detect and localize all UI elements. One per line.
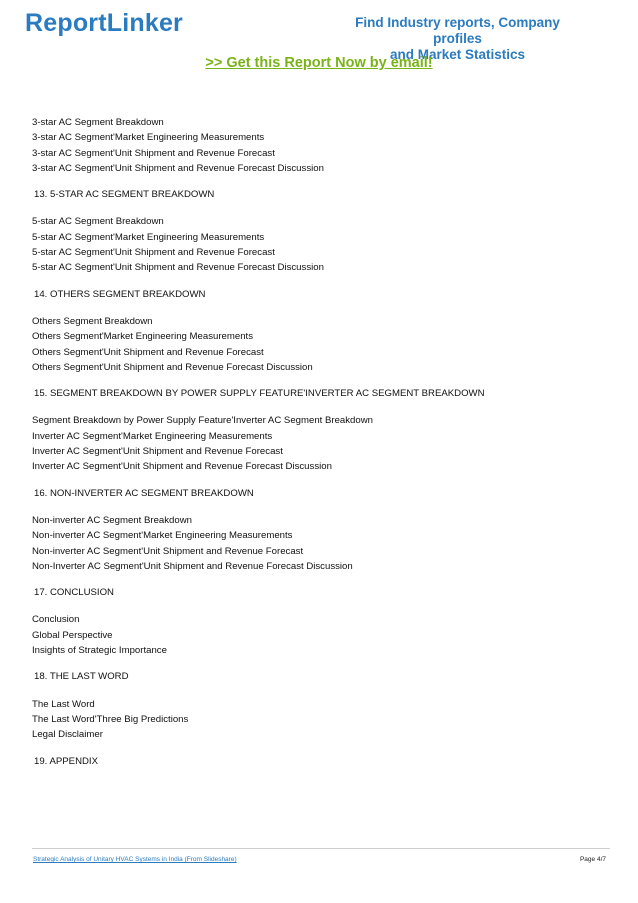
tagline-line-2: and Market Statistics: [389, 47, 526, 62]
list-item: 3-star AC Segment'Market Engineering Measurements: [32, 132, 265, 144]
list-item: The Last Word'Three Big Predictions: [32, 713, 189, 725]
list-item: Inverter AC Segment'Unit Shipment and Revenue Forecast: [32, 446, 283, 458]
list-item: 5-star AC Segment'Market Engineering Measurements: [32, 231, 265, 243]
section-heading: 19. APPENDIX: [34, 755, 98, 767]
footer-source-link[interactable]: Strategic Analysis of Unitary HVAC Systems in India (From Slideshare): [33, 856, 237, 863]
table-of-contents: [32, 115, 612, 781]
section-items: [32, 697, 612, 743]
list-item: Insights of Strategic Importance: [32, 645, 167, 657]
get-report-link[interactable]: >> Get this Report Now by email!: [205, 55, 433, 71]
section-heading: 18. THE LAST WORD: [34, 671, 129, 683]
list-item: Global Perspective: [32, 629, 113, 641]
list-item: Non-inverter AC Segment'Unit Shipment and Revenue Forecast: [32, 545, 304, 557]
section-heading: 17. CONCLUSION: [34, 587, 114, 599]
tagline-line-1: Find Industry reports, Company profiles: [355, 15, 560, 46]
footer-page-number: Page 4/7: [579, 856, 606, 863]
list-item: 5-star AC Segment'Unit Shipment and Revenue Forecast: [32, 247, 275, 259]
section-items: [32, 413, 612, 474]
section-items: [32, 612, 612, 658]
list-item: Others Segment'Unit Shipment and Revenue Forecast: [32, 346, 264, 358]
section-heading: 15. SEGMENT BREAKDOWN BY POWER SUPPLY FEATURE'INVERTER AC SEGMENT BREAKDOWN: [34, 388, 485, 400]
list-item: The Last Word: [32, 698, 95, 710]
list-item: 3-star AC Segment'Unit Shipment and Revenue Forecast: [32, 147, 275, 159]
get-report-cta: [0, 55, 638, 71]
list-item: Legal Disclaimer: [32, 729, 103, 741]
list-item: Inverter AC Segment'Market Engineering Measurements: [32, 430, 273, 442]
list-item: Non-inverter AC Segment'Market Engineering Measurements: [32, 530, 293, 542]
list-item: Conclusion: [32, 614, 80, 626]
list-item: Others Segment Breakdown: [32, 315, 153, 327]
section-items: [32, 115, 612, 176]
list-item: 3-star AC Segment Breakdown: [32, 117, 164, 128]
list-item: 3-star AC Segment'Unit Shipment and Revenue Forecast Discussion: [32, 162, 324, 174]
list-item: Others Segment'Unit Shipment and Revenue Forecast Discussion: [32, 361, 313, 373]
footer-divider: [32, 848, 610, 849]
reportlinker-logo[interactable]: ReportLinker: [25, 9, 183, 37]
list-item: Inverter AC Segment'Unit Shipment and Revenue Forecast Discussion: [32, 461, 332, 473]
section-items: [32, 314, 612, 375]
list-item: Non-Inverter AC Segment'Unit Shipment and Revenue Forecast Discussion: [32, 560, 353, 572]
list-item: Non-inverter AC Segment Breakdown: [32, 514, 192, 526]
list-item: Others Segment'Market Engineering Measurements: [32, 331, 253, 343]
section-items: [32, 214, 612, 275]
list-item: Segment Breakdown by Power Supply Feature'Inverter AC Segment Breakdown: [32, 415, 373, 427]
section-heading: 14. OTHERS SEGMENT BREAKDOWN: [34, 288, 206, 300]
section-items: [32, 513, 612, 574]
list-item: 5-star AC Segment'Unit Shipment and Revenue Forecast Discussion: [32, 262, 324, 274]
section-heading: 16. NON-INVERTER AC SEGMENT BREAKDOWN: [34, 487, 254, 499]
section-heading: 13. 5-STAR AC SEGMENT BREAKDOWN: [34, 189, 215, 201]
list-item: 5-star AC Segment Breakdown: [32, 216, 164, 228]
